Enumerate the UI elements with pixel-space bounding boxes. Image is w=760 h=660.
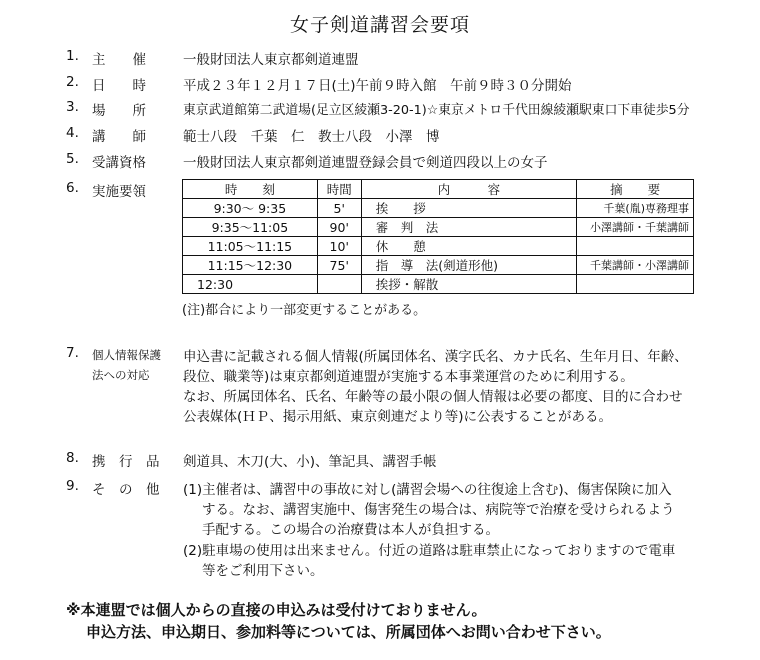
row-duration — [317, 275, 361, 294]
other-line: (1)主催者は、講習中の事故に対し(講習会場への往復途上含む)、傷害保険に加入 — [183, 482, 672, 498]
row-note: 千葉講師・小澤講師 — [577, 256, 694, 275]
item-text: 一般財団法人東京都剣道連盟 — [183, 52, 359, 68]
schedule-row — [183, 218, 694, 237]
row-time: 9:35～11:05 — [183, 218, 318, 237]
item-text: 東京武道館第二武道場(足立区綾瀬3-20-1)☆東京メトロ千代田線綾瀬駅東口下車徒歩5分 — [183, 103, 690, 118]
header-duration: 時間 — [317, 180, 361, 199]
notice-line2: 申込方法、申込期日、参加料等については、所属団体へお問い合わせ下さい。 — [86, 623, 611, 641]
item-number: 8. — [66, 450, 79, 466]
item-label-line2: 法への対応 — [92, 368, 150, 382]
item-label: 携 行 品 — [92, 454, 160, 470]
item-number: 5. — [66, 151, 79, 167]
header-time: 時 刻 — [183, 180, 318, 199]
row-content: 指 導 法(剣道形他) — [361, 256, 577, 275]
row-content: 休 憩 — [361, 237, 577, 256]
row-time: 9:30～ 9:35 — [183, 199, 318, 218]
schedule-footnote: (注)都合により一部変更することがある。 — [182, 303, 427, 318]
privacy-line: 申込書に記載される個人情報(所属団体名、漢字氏名、カナ氏名、生年月日、年齢、 — [183, 349, 688, 365]
item-label: そ の 他 — [92, 482, 160, 498]
privacy-line: 公表媒体(ＨＰ、掲示用紙、東京剣連だより等)に公表することがある。 — [183, 409, 613, 425]
row-time: 11:05～11:15 — [183, 237, 318, 256]
privacy-line: 段位、職業等)は東京都剣道連盟が実施する本事業運営のために利用する。 — [183, 369, 634, 385]
schedule-header-row — [183, 180, 694, 199]
schedule-row — [183, 237, 694, 256]
notice-line1: ※本連盟では個人からの直接の申込みは受付けておりません。 — [66, 601, 487, 619]
schedule-row — [183, 275, 694, 294]
item-label-line1: 個人情報保護 — [92, 348, 161, 362]
row-duration: 90' — [317, 218, 361, 237]
header-content: 内 容 — [361, 180, 577, 199]
other-line: する。なお、講習実施中、傷害発生の場合は、病院等で治療を受けられるよう — [202, 502, 675, 518]
item-number: 2. — [66, 74, 79, 90]
other-line: (2)駐車場の使用は出来ません。付近の道路は駐車禁止になっておりますので電車 — [183, 543, 676, 559]
row-content: 挨 拶 — [361, 199, 577, 218]
row-time: 12:30 — [183, 275, 318, 294]
item-text: 一般財団法人東京都剣道連盟登録会員で剣道四段以上の女子 — [183, 155, 548, 171]
item-label: 日 時 — [92, 78, 146, 94]
row-content: 審 判 法 — [361, 218, 577, 237]
item-label: 実施要領 — [92, 184, 146, 200]
item-text: 平成２３年１２月１７日(土)午前９時入館 午前９時３０分開始 — [183, 78, 572, 94]
row-note: 小澤講師・千葉講師 — [577, 218, 694, 237]
item-number: 7. — [66, 345, 79, 361]
row-note: 千葉(胤)専務理事 — [577, 199, 694, 218]
item-label: 講 師 — [92, 129, 146, 145]
item-number: 6. — [66, 180, 79, 196]
schedule-table — [182, 179, 694, 294]
other-line: 手配する。この場合の治療費は本人が負担する。 — [202, 522, 499, 538]
other-line: 等をご利用下さい。 — [202, 563, 324, 579]
item-label: 受講資格 — [92, 155, 146, 171]
header-note: 摘 要 — [577, 180, 694, 199]
row-time: 11:15～12:30 — [183, 256, 318, 275]
row-content: 挨拶・解散 — [361, 275, 577, 294]
row-duration: 10' — [317, 237, 361, 256]
row-note — [577, 237, 694, 256]
row-note — [577, 275, 694, 294]
item-number: 3. — [66, 99, 79, 115]
item-label: 主 催 — [92, 52, 146, 68]
item-number: 9. — [66, 478, 79, 494]
item-text: 剣道具、木刀(大、小)、筆記具、講習手帳 — [183, 454, 437, 470]
schedule-row — [183, 199, 694, 218]
item-text: 範士八段 千葉 仁 教士八段 小澤 博 — [183, 129, 440, 145]
item-label: 場 所 — [92, 103, 146, 119]
item-number: 4. — [66, 125, 79, 141]
row-duration: 5' — [317, 199, 361, 218]
page-title: 女子剣道講習会要項 — [289, 14, 470, 36]
row-duration: 75' — [317, 256, 361, 275]
privacy-line: なお、所属団体名、氏名、年齢等の最小限の個人情報は必要の都度、目的に合わせ — [183, 389, 683, 405]
item-number: 1. — [66, 48, 79, 64]
schedule-row — [183, 256, 694, 275]
